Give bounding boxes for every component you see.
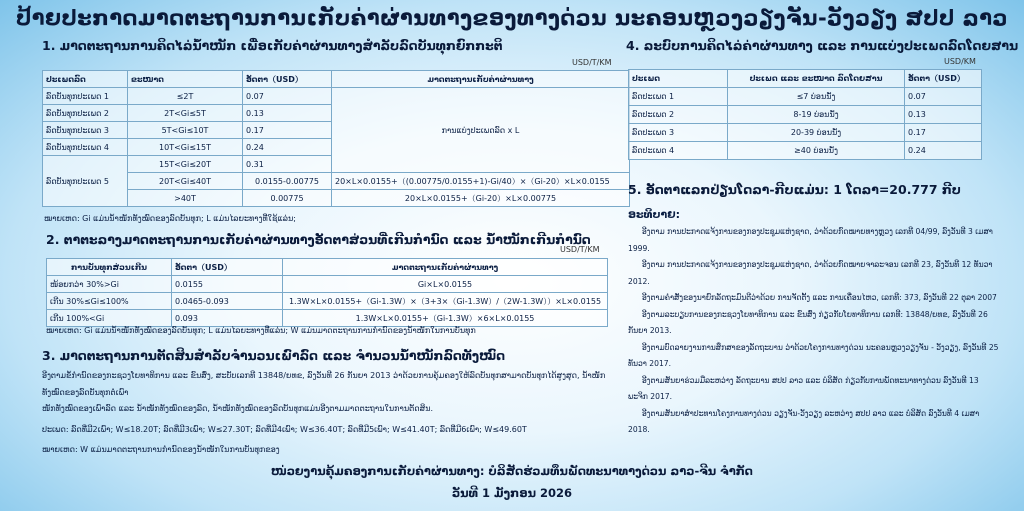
cell-load: ເກີນ 30%≤Gi≤100% xyxy=(47,293,172,310)
reference-item: ອີງຕາມສັນຍາສໍາປະທານໂຄງການທາງດ່ວນ ວຽງຈັນ-ວັງວຽງ ລະຫວ່າງ ສປປ ລາວ ແລະ ບໍລິສັດ ລົງວັນທີ 4 ເມສາ 2018. xyxy=(628,408,980,434)
cell-rate: 0.0155-0.00775 xyxy=(243,173,332,190)
section-3-heading: 3. ມາດຕະຖານການຕັດສິນສໍາລັບຈໍານວນເພົາລົດ ແລະ ຈໍານວນນໍ້າໜັກລົດທັງໝົດ xyxy=(42,348,506,363)
cell-rate: 0.17 xyxy=(243,122,332,139)
cell-type: ລົດບັນທຸກປະເພດ 1 xyxy=(43,88,128,105)
col-header-rate: ອັດຕາ（USD） xyxy=(172,259,283,276)
references-list xyxy=(628,224,1000,439)
cell-rate: 0.0155 xyxy=(172,276,283,293)
cell-standard-a: ການແບ່ງປະເພດລົດ x L xyxy=(332,88,630,173)
table-header-row xyxy=(47,259,608,276)
reference-item: ອີງຕາມ ການປະກາດແຈ້ງການຂອງກອງປະຊຸມແຫ່ງຊາດ, ວ່າດ້ວຍກົດໝາຍຈາລະຈອນ ເລກທີ 23, ລົງວັນທີ 12 ທັນວາ 2012. xyxy=(628,260,993,286)
cell-standard: 1.3W×L×0.0155+（Gi-1.3W）×6×L×0.0155 xyxy=(283,310,608,327)
cell-type: ລົດບັນທຸກປະເພດ 4 xyxy=(43,139,128,156)
cell-rate: 0.13 xyxy=(905,106,982,124)
section-1-note: ໝາຍເຫດ: Gi ແມ່ນນໍ້າໜັກທັງໝົດຂອງລົດບັນທຸກ; L ແມ່ນໄລຍະທາງທີ່ໃຊ້ແລ່ນ; xyxy=(44,214,296,223)
table-header-row xyxy=(629,70,982,88)
cell-standard-c: 20×L×0.0155+（Gi-20）×L×0.00775 xyxy=(332,190,630,207)
col-header-load: ການບັນທຸກສ່ວນເກີນ xyxy=(47,259,172,276)
cell-rate: 0.0465-0.093 xyxy=(172,293,283,310)
section-3-note: ໝາຍເຫດ: W ແມ່ນມາດຕະຖານການກໍານົດຂອງນໍ້າໜັກໃນການບັນທຸກຂອງ xyxy=(42,445,280,454)
cell-type: ລົດບັນທຸກປະເພດ 5 xyxy=(43,156,128,207)
table-row xyxy=(47,310,608,327)
section-1-unit: USD/T/KM xyxy=(572,58,612,67)
reference-item: ອີງຕາມບົດລາຍງານການສຶກສາຂອງລັດຖະບານ ວ່າດ້ວຍໂຄງການທາງດ່ວນ ນະຄອນຫຼວງວຽງຈັນ - ວັງວຽງ, ລົງວັນທີ 25 ທັນວາ 2017. xyxy=(628,342,999,368)
effective-date: ວັນທີ 1 ມັງກອນ 2026 xyxy=(451,486,572,500)
cell-type: ລົດປະເພດ 2 xyxy=(629,106,728,124)
cell-rate: 0.07 xyxy=(905,88,982,106)
cell-rate: 0.093 xyxy=(172,310,283,327)
passenger-rate-table xyxy=(628,69,982,160)
cell-type: ລົດປະເພດ 1 xyxy=(629,88,728,106)
cell-type: ລົດບັນທຸກປະເພດ 2 xyxy=(43,105,128,122)
cell-size: 20-39 ບ່ອນນັ່ງ xyxy=(728,124,905,142)
cell-size: ≤7 ບ່ອນນັ່ງ xyxy=(728,88,905,106)
table-row xyxy=(47,276,608,293)
overload-rate-table xyxy=(46,258,608,327)
references-title: ອະທິບາຍ: xyxy=(628,208,681,221)
cell-size: 8-19 ບ່ອນນັ່ງ xyxy=(728,106,905,124)
section-3-text-1b: ໜັກທັງໝົດຂອງເພົາລົດ ແລະ ນໍ້າໜັກທັງໝົດຂອງລົດ, ນໍ້າໜັກທັງໝົດຂອງລົດບັນທຸກແມ່ນອີງຕາມມາດຕະຖານໃນການຕັດສິນ. xyxy=(42,404,434,413)
section-2-note: ໝາຍເຫດ: Gi ແມ່ນນໍ້າໜັກທັງໝົດຂອງລົດບັນທຸກ; L ແມ່ນໄລຍະທາງທີ່ແລ່ນ; W ແມ່ນມາດຕະຖານການກໍານົດຂອງນໍ້າໜັກໃນການບັນທຸກ xyxy=(46,326,476,335)
section-2-unit: USD/T/KM xyxy=(560,245,600,254)
table-row xyxy=(47,293,608,310)
cell-standard: 1.3W×L×0.0155+（Gi-1.3W）×（3+3×（Gi-1.3W）/（2W-1.3W））×L×0.0155 xyxy=(283,293,608,310)
reference-item: ອີງຕາມລະບຽບການຂອງກະຊວງໂຍທາທິການ ແລະ ຂົນສົ່ງ ກ່ຽວກັບໂຍທາທິການ ເລກທີ: 13848/ຍທຂ, ລົງວັນທີ 26 ກັນຍາ 2013. xyxy=(628,309,988,335)
cell-type: ລົດບັນທຸກປະເພດ 3 xyxy=(43,122,128,139)
section-3-axle-limits: ປະເພດ: ລົດທີ່ມີ2ເພົາ; W≤18.20T; ລົດທີ່ມີ3ເພົາ; W≤27.30T; ລົດທີ່ມີ4ເພົາ; W≤36.40T; ລົດທີ່ມີ5ເພົາ; W≤41.40T; ລົດທີ່ມີ6ເພົາ; W≤49.60T xyxy=(42,424,527,434)
cell-size: 20T<Gi≤40T xyxy=(128,173,243,190)
table-row xyxy=(629,142,982,160)
col-header-size: ປະເພດ ແລະ ຂະໜາດ ລົດໂດຍສານ xyxy=(728,70,905,88)
cell-rate: 0.00775 xyxy=(243,190,332,207)
reference-item: ອີງຕາມສັນຍາຮ່ວມມືລະຫວ່າງ ລັດຖະບານ ສປປ ລາວ ແລະ ບໍລິສັດ ກ່ຽວກັບການພັດທະນາທາງດ່ວນ ລົງວັນທີ 13 ພະຈິກ 2017. xyxy=(628,375,979,401)
cell-load: ເກີນ 100%<Gi xyxy=(47,310,172,327)
table-row xyxy=(629,88,982,106)
section-3-paragraph xyxy=(42,368,612,459)
page-title: ປ້າຍປະກາດມາດຕະຖານການເກັບຄ່າຜ່ານທາງຂອງທາງດ່ວນ ນະຄອນຫຼວງວຽງຈັນ-ວັງວຽງ ສປປ ລາວ xyxy=(15,6,1009,30)
reference-item: ອີງຕາມຄໍາສັ່ງຂອງນາຍົກລັດຖະມົນຕີວ່າດ້ວຍ ການຈັດຕັ້ງ ແລະ ການເຄື່ອນໄຫວ, ເລກທີ: 373, ລົງວັນທີ 22 ຕຸລາ 2007 xyxy=(642,293,997,302)
cell-rate: 0.24 xyxy=(905,142,982,160)
cell-size: ≥40 ບ່ອນນັ່ງ xyxy=(728,142,905,160)
cell-size: ≤2T xyxy=(128,88,243,105)
cell-load: ໜ້ອຍກວ່າ 30%>Gi xyxy=(47,276,172,293)
section-3-text-1: ອີງຕາມຂໍ້ກໍານົດຂອງກະຊວງໂຍທາທິການ ແລະ ຂົນສົ່ງ, ສະບັບເລກທີ 13848/ຍທຂ, ລົງວັນທີ 26 ກັນຍາ 2013 ວ່າດ້ວຍການຄຸ້ມຄອງໃຫ້ລົດບັນທຸກສາມາດບັນທຸກໄດ້ສູງສຸດ, ນໍ້າໜັກທັງໝົດຂອງລົດບັນທຸກຕໍ່ເພົາ xyxy=(42,371,606,397)
cell-type: ລົດປະເພດ 4 xyxy=(629,142,728,160)
cell-size: >40T xyxy=(128,190,243,207)
cell-size: 10T<Gi≤15T xyxy=(128,139,243,156)
cell-rate: 0.07 xyxy=(243,88,332,105)
col-header-standard: ມາດຕະຖານເກັບຄ່າຜ່ານທາງ xyxy=(332,71,630,88)
cell-rate: 0.24 xyxy=(243,139,332,156)
col-header-rate: ອັດຕາ（USD） xyxy=(243,71,332,88)
table-row xyxy=(629,106,982,124)
cell-rate: 0.17 xyxy=(905,124,982,142)
table-row xyxy=(43,173,630,190)
section-4-heading: 4. ລະບົບການຄິດໄລ່ຄ່າຜ່ານທາງ ແລະ ການແບ່ງປະເພດລົດໂດຍສານ xyxy=(626,38,1019,53)
cell-rate: 0.31 xyxy=(243,156,332,173)
cell-size: 15T<Gi≤20T xyxy=(128,156,243,173)
col-header-rate: ອັດຕາ（USD） xyxy=(905,70,982,88)
issuer-line: ໜ່ວຍງານຄຸ້ມຄອງການເກັບຄ່າຜ່ານທາງ: ບໍລິສັດຮ່ວມທຶນພັດທະນາທາງດ່ວນ ລາວ-ຈີນ ຈໍາກັດ xyxy=(271,464,753,478)
section-4-unit: USD/KM xyxy=(944,57,976,66)
cell-size: 2T<Gi≤5T xyxy=(128,105,243,122)
section-5-heading: 5. ອັດຕາແລກປ່ຽນໂດລາ-ກີບແມ່ນ: 1 ໂດລາ=20.777 ກີບ xyxy=(628,182,961,197)
cell-type: ລົດປະເພດ 3 xyxy=(629,124,728,142)
cell-rate: 0.13 xyxy=(243,105,332,122)
table-row xyxy=(629,124,982,142)
col-header-type: ປະເພດ xyxy=(629,70,728,88)
section-1-heading: 1. ມາດຕະຖານການຄິດໄລ່ນໍ້າໜັກ ເພື່ອເກັບຄ່າຜ່ານທາງສໍາລັບລົດບັນທຸກຍົກກະຕິ xyxy=(42,38,503,53)
table-row xyxy=(43,190,630,207)
col-header-size: ຂະໜາດ xyxy=(128,71,243,88)
table-header-row xyxy=(43,71,630,88)
section-2-heading: 2. ຕາຕະລາງມາດຕະຖານການເກັບຄ່າຜ່ານທາງອັດຕາສ່ວນທີ່ເກີນກໍານົດ ແລະ ນໍ້າໜັກເກີນກໍານົດ xyxy=(46,232,591,247)
cell-standard-b: 20×L×0.0155+（(0.00775/0.0155+1)-Gi/40）×（Gi-20）×L×0.0155 xyxy=(332,173,630,190)
cell-size: 5T<Gi≤10T xyxy=(128,122,243,139)
col-header-standard: ມາດຕະຖານເກັບຄ່າຜ່ານທາງ xyxy=(283,259,608,276)
truck-rate-table xyxy=(42,70,630,207)
col-header-type: ປະເພດລົດ xyxy=(43,71,128,88)
table-row xyxy=(43,88,630,105)
reference-item: ອີງຕາມ ການປະກາດແຈ້ງການຂອງກອງປະຊຸມແຫ່ງຊາດ, ວ່າດ້ວຍກົດໝາຍທາງຫຼວງ ເລກທີ 04/99, ລົງວັນທີ 3 ເມສາ 1999. xyxy=(628,227,993,253)
cell-standard: Gi×L×0.0155 xyxy=(283,276,608,293)
